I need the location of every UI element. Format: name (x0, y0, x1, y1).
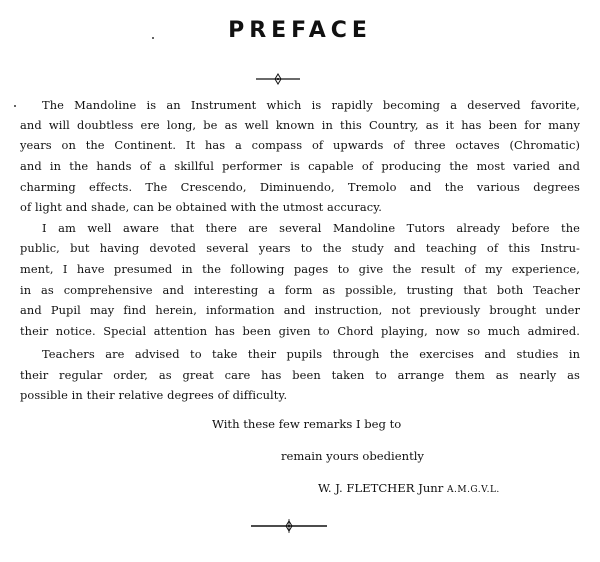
text-line-7: I am well aware that there are several Mandoline Tutors already before the (42, 221, 580, 235)
text-line-4: and in the hands of a skillful performer is capable of producing the most varied and (20, 159, 580, 173)
text-line-1: The Mandoline is an Instrument which is rapidly becoming a deserved favorite, (42, 98, 580, 112)
text-line-5: charming effects. The Crescendo, Diminuendo, Tremolo and the various degrees (20, 180, 580, 194)
bottom-ornament (251, 518, 327, 534)
page-title: PREFACE (228, 18, 372, 43)
text-line-12: their notice. Special attention has been given to Chord playing, now so much admired. (20, 324, 580, 338)
text-line-13: Teachers are advised to take their pupils through the exercises and studies in (42, 347, 580, 361)
closing-line-1: With these few remarks I beg to (212, 417, 402, 431)
signature-suffix: Junr (418, 481, 444, 495)
signature-credentials: A.M.G.V.L. (447, 485, 500, 495)
text-line-11: and Pupil may find herein, information and instruction, not previously brought under (20, 303, 580, 317)
text-line-9: ment, I have presumed in the following pages to give the result of my experience, (20, 262, 580, 276)
signature-name: W. J. FLETCHER (318, 481, 415, 495)
closing-line-2: remain yours obediently (281, 449, 424, 463)
text-line-8: public, but having devoted several years to the study and teaching of this Instru- (20, 241, 580, 255)
top-ornament (256, 73, 300, 85)
print-speck (14, 105, 16, 107)
signature (318, 481, 500, 495)
text-line-14: their regular order, as great care has been taken to arrange them as nearly as (20, 368, 580, 382)
text-line-2: and will doubtless ere long, be as well known in this Country, as it has been for many (20, 118, 580, 132)
print-speck (152, 37, 154, 39)
text-line-3: years on the Continent. It has a compass of upwards of three octaves (Chromatic) (20, 138, 580, 152)
text-line-10: in as comprehensive and interesting a form as possible, trusting that both Teacher (20, 283, 580, 297)
text-line-15: possible in their relative degrees of difficulty. (20, 388, 288, 402)
text-line-6: of light and shade, can be obtained with the utmost accuracy. (20, 200, 382, 214)
